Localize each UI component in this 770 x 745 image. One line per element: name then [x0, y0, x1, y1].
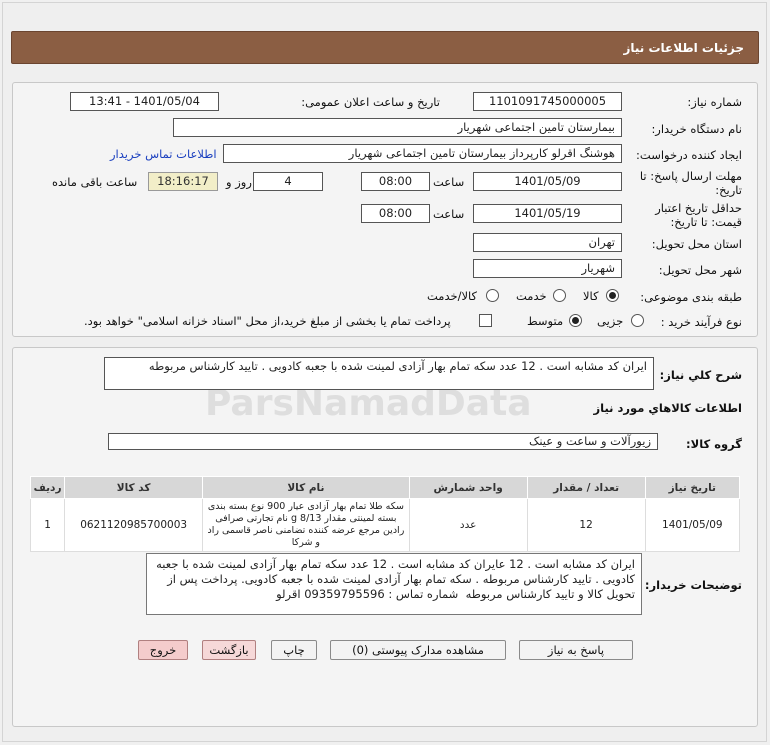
reply-button[interactable]: پاسخ به نیاز	[519, 640, 633, 660]
category-option-both: کالا/خدمت	[427, 289, 478, 303]
deadline-time-field: 08:00	[361, 172, 430, 191]
validity-label-1: حداقل تاریخ اعتبار	[655, 201, 742, 215]
category-radio-goods[interactable]	[606, 289, 619, 302]
process-type-label: نوع فرآیند خرید :	[660, 315, 742, 329]
creator-field: هوشنگ اقرلو کارپرداز بیمارستان تامین اجتماعی شهریار	[223, 144, 622, 163]
back-button[interactable]: بازگشت	[202, 640, 256, 660]
remaining-time-field: 18:16:17	[148, 172, 218, 191]
announce-date-field: 1401/05/04 - 13:41	[70, 92, 219, 111]
cell-code: 0621120985700003	[65, 499, 203, 552]
process-option-minor: جزیی	[597, 314, 624, 328]
process-radio-medium[interactable]	[569, 314, 582, 327]
goods-table	[30, 476, 740, 552]
announce-date-label: تاریخ و ساعت اعلان عمومی:	[301, 95, 440, 109]
goods-info-title: اطلاعات کالاهاي مورد نياز	[593, 401, 742, 415]
header-code: کد کالا	[65, 477, 203, 499]
validity-label-2: قیمت: تا تاریخ:	[670, 215, 742, 229]
print-button[interactable]: چاپ	[271, 640, 317, 660]
exit-button[interactable]: خروج	[138, 640, 188, 660]
days-field: 4	[253, 172, 323, 191]
category-label: طبقه بندی موضوعی:	[640, 290, 742, 304]
deadline-label-2: تاریخ:	[715, 183, 742, 197]
cell-name: سکه طلا تمام بهار آزادی عیار 900 نوع بسته بندی بسته لمینتی مقدار 8/13 g نام تجارتی صرافی رادین مرجع عرضه کننده تضامنی ناصر قاسمی راد و شرکا	[203, 499, 409, 552]
validity-time-field: 08:00	[361, 204, 430, 223]
city-label: شهر محل تحویل:	[658, 263, 742, 277]
remaining-label: ساعت باقی مانده	[52, 175, 138, 189]
days-label: روز و	[226, 175, 252, 189]
deadline-date-field: 1401/05/09	[473, 172, 622, 191]
summary-label: شرح کلي نياز:	[659, 368, 742, 382]
cell-need-date: 1401/05/09	[645, 499, 739, 552]
buyer-org-label: نام دستگاه خریدار:	[651, 122, 742, 136]
deadline-time-label: ساعت	[433, 175, 465, 189]
category-option-goods: کالا	[583, 289, 599, 303]
process-radio-minor[interactable]	[631, 314, 644, 327]
treasury-note: پرداخت تمام یا بخشی از مبلغ خرید،از محل "اسناد خزانه اسلامی" خواهد بود.	[84, 314, 451, 328]
creator-label: ایجاد کننده درخواست:	[636, 148, 742, 162]
cell-unit: عدد	[409, 499, 527, 552]
treasury-checkbox[interactable]	[479, 314, 492, 327]
header-unit: واحد شمارش	[409, 477, 527, 499]
summary-field: ایران کد مشابه است . 12 عدد سکه تمام بهار آزادی لمینت شده با جعبه کادویی . تایید کارشناس مربوطه	[104, 357, 654, 390]
deadline-label-1: مهلت ارسال پاسخ: تا	[639, 169, 742, 183]
goods-table-header	[31, 477, 740, 499]
province-label: استان محل تحویل:	[651, 237, 742, 251]
page-header	[11, 31, 759, 64]
header-qty: تعداد / مقدار	[527, 477, 645, 499]
province-field: تهران	[473, 233, 622, 252]
cell-qty: 12	[527, 499, 645, 552]
validity-date-field: 1401/05/19	[473, 204, 622, 223]
attachments-button[interactable]: مشاهده مدارک پیوستی (0)	[330, 640, 506, 660]
header-name: نام کالا	[203, 477, 409, 499]
category-radio-both[interactable]	[486, 289, 499, 302]
category-option-service: خدمت	[516, 289, 547, 303]
process-option-medium: متوسط	[527, 314, 564, 328]
buyer-contact-link[interactable]: اطلاعات تماس خریدار	[110, 147, 217, 161]
cell-row: 1	[31, 499, 65, 552]
city-field: شهریار	[473, 259, 622, 278]
goods-group-label: گروه کالا:	[686, 437, 742, 451]
buyer-notes-label: توضیحات خریدار:	[644, 578, 742, 592]
need-number-field: 1101091745000005	[473, 92, 622, 111]
validity-time-label: ساعت	[433, 207, 465, 221]
header-row: ردیف	[31, 477, 65, 499]
goods-group-field: زیورآلات و ساعت و عینک	[108, 433, 658, 450]
header-need-date: تاریخ نیاز	[645, 477, 739, 499]
table-row	[31, 499, 740, 552]
need-number-label: شماره نیاز:	[687, 95, 742, 109]
category-radio-service[interactable]	[553, 289, 566, 302]
page-title: جزئیات اطلاعات نیاز	[623, 41, 744, 55]
buyer-notes-field: ایران کد مشابه است . 12 عایران کد مشابه است . 12 عدد سکه تمام بهار آزادی لمینت شده با جعبه کادویی . تایید کارشناس مربوطه . سکه تمام بهار آزادی لمینت شده با جعبه کادویی. پرداخت پس از تحویل کالا و تایید کارشناس مربوطه شماره تماس : 09359795596 اقرلو	[146, 553, 642, 615]
buyer-org-field: بیمارستان تامین اجتماعی شهریار	[173, 118, 622, 137]
